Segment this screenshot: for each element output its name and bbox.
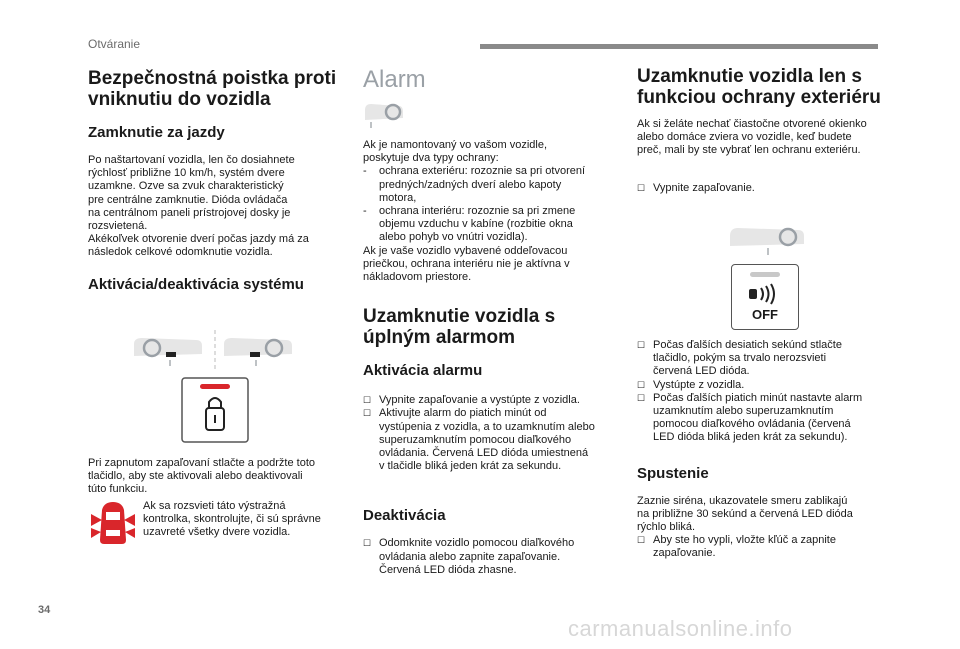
- lock-button-icon: [182, 378, 248, 442]
- deactivation-heading: Deaktivácia: [363, 507, 446, 525]
- open-doors-warning-icon: [88, 500, 138, 546]
- list-item: ☐ Počas ďalších desiatich sekúnd stlačte tlačidlo, pokým sa trvalo nerozsvieti červená LED dióda.: [637, 339, 842, 378]
- alarm-title: Alarm: [363, 66, 426, 93]
- column-2: [363, 66, 628, 94]
- page-number: 34: [38, 604, 51, 616]
- steering-wheel-left-icon: [134, 338, 202, 366]
- activation-list: [363, 394, 628, 473]
- deactivation-list: [363, 537, 628, 577]
- list-item: ☐ Aktivujte alarm do piatich minút od vystúpenia z vozidla, a to uzamknutím alebo superuzamknutím pomocou diaľkového ovládania. Červená LED dióda umiestnená v tlačidle bliká jeden krát za sekundu.: [363, 407, 595, 473]
- alarm-activation-heading: Aktivácia alarmu: [363, 362, 483, 380]
- trigger-heading: Spustenie: [637, 464, 709, 482]
- column-1: [88, 68, 348, 294]
- exterior-only-title: Uzamknutie vozidla len s funkciou ochrany exteriéru: [637, 66, 881, 108]
- section-tag: Otváranie: [88, 37, 141, 51]
- list-item: ☐ Vystúpte z vozidla.: [637, 378, 745, 391]
- column-3-lower: [637, 339, 902, 561]
- activation-system-heading: Aktivácia/deaktivácia systému: [88, 275, 304, 293]
- list-item: ☐ Aby ste ho vypli, vložte kľúč a zapnite zapaľovanie.: [637, 534, 836, 560]
- alarm-steering-wheel-icon: [363, 100, 405, 132]
- lock-illustration: [130, 328, 300, 443]
- top-bar: [480, 44, 878, 49]
- alarm-outro: Ak je vaše vozidlo vybavené oddeľovacou priečkou, ochrana interiéru nie je aktívna v nákladovom priestore.: [363, 244, 570, 284]
- list-item: ☐ Odomknite vozidlo pomocou diaľkového ovládania alebo zapnite zapaľovanie. Červená LED dióda zhasne.: [363, 537, 575, 576]
- dash-item: - ochrana interiéru: rozoznie sa pri zmene objemu vzduchu v kabíne (rozbitie okna alebo pohyb vo vnútri vozidla).: [363, 205, 576, 244]
- exterior-only-text: Ak si želáte nechať čiastočne otvorené okienko alebo domáce zviera vo vozidle, keď budete preč, mali by ste vybrať len ochranu exteriéru.: [637, 118, 867, 157]
- steering-wheel-right-icon: [224, 338, 292, 366]
- drive-lock-heading: Zamknutie za jazdy: [88, 124, 225, 141]
- anti-intrusion-title: Bezpečnostná poistka proti vniknutiu do vozidla: [88, 68, 337, 110]
- alarm-off-illustration: [728, 222, 808, 332]
- alarm-text-block: [363, 139, 628, 577]
- watermark: carmanualsonline.info: [568, 616, 793, 641]
- full-alarm-title: Uzamknutie vozidla s úplným alarmom: [363, 306, 556, 349]
- off-label: OFF: [752, 307, 778, 322]
- list-item: ☐ Vypnite zapaľovanie a vystúpte z vozidla.: [363, 394, 580, 407]
- warning-text: Ak sa rozsvieti táto výstražná kontrolka, skontrolujte, či sú správne uzavreté všetky dvere vozidla.: [143, 500, 321, 539]
- alarm-off-button-icon: [731, 264, 799, 330]
- list-item: ☐ Vypnite zapaľovanie.: [637, 181, 755, 194]
- trigger-text: Zaznie siréna, ukazovatele smeru zablikajú na približne 30 sekúnd a červená LED dióda rýchlo bliká.: [637, 494, 853, 534]
- drive-lock-text: Po naštartovaní vozidla, len čo dosiahnete rýchlosť približne 10 km/h, systém dvere uzamkne. Ozve sa zvuk charakteristický pre centrálne zamknutie. Dióda ovládača na centrálnom paneli prístrojovej dosky je rozsvietená. Akékoľvek otvorenie dverí počas jazdy má za následok celkové odomknutie vozidla.: [88, 154, 309, 259]
- column-3: [637, 66, 902, 195]
- list-item: ☐ Počas ďalších piatich minút nastavte alarm uzamknutím alebo superuzamknutím pomocou diaľkového ovládania (červená LED dióda bliká jeden krát za sekundu).: [637, 391, 863, 444]
- activation-text: Pri zapnutom zapaľovaní stlačte a podržte toto tlačidlo, aby ste aktivovali alebo deaktivovali túto funkciu.: [88, 457, 316, 496]
- alarm-intro: Ak je namontovaný vo vašom vozidle, poskytuje dva typy ochrany:: [363, 139, 548, 165]
- dash-item: - ochrana exteriéru: rozoznie sa pri otvorení predných/zadných dverí alebo kapoty motora,: [363, 165, 586, 204]
